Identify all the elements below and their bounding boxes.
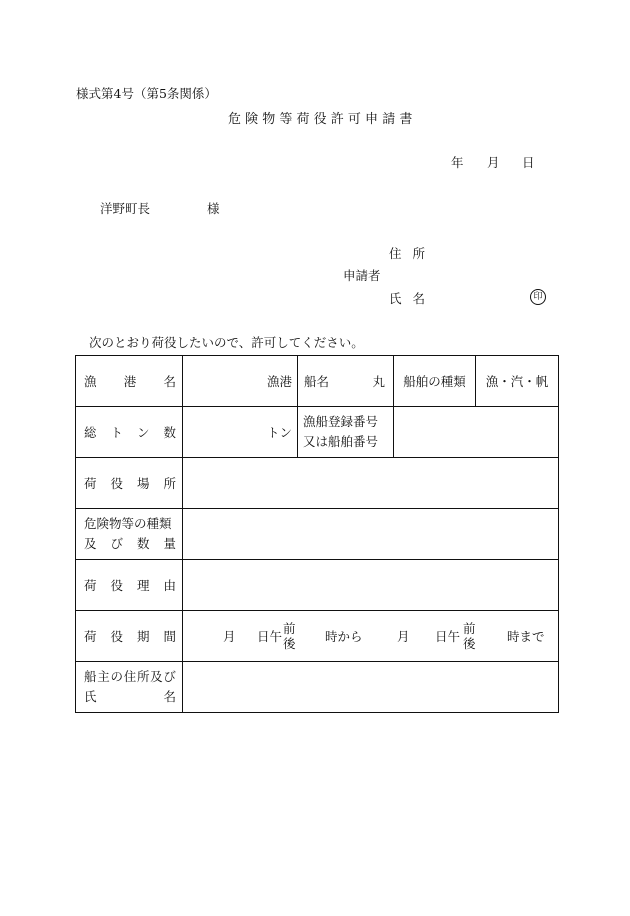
- date-year-label: 年: [451, 155, 464, 170]
- date-day-label: 日: [522, 155, 535, 170]
- registration-field[interactable]: [394, 407, 559, 458]
- date-month-label: 月: [487, 155, 500, 170]
- period-end-day: 日午: [435, 629, 461, 644]
- period-start-ampm: 前 後: [283, 621, 296, 651]
- ship-type-options[interactable]: 漁・汽・帆: [476, 356, 559, 407]
- tonnage-label: 総 ト ン 数: [76, 407, 183, 458]
- period-label: 荷 役 期 間: [76, 611, 183, 662]
- period-end-hour: 時まで: [507, 629, 545, 644]
- row-tonnage: [76, 407, 559, 458]
- row-place: [76, 458, 559, 509]
- period-end-month: 月: [397, 629, 410, 644]
- row-goods: [76, 509, 559, 560]
- reason-field[interactable]: [183, 560, 559, 611]
- goods-label: 危険物等の種類 及 び 数 量: [76, 509, 183, 560]
- reason-label: 荷 役 理 由: [76, 560, 183, 611]
- row-period: [76, 611, 559, 662]
- document-title: 危 険 物 等 荷 役 許 可 申 請 書: [228, 112, 413, 127]
- owner-field[interactable]: [183, 662, 559, 713]
- period-field[interactable]: [183, 611, 559, 662]
- name-label: 氏 名: [389, 291, 425, 306]
- seal-mark: 印: [530, 289, 546, 305]
- place-label: 荷 役 場 所: [76, 458, 183, 509]
- goods-field[interactable]: [183, 509, 559, 560]
- form-number: 様式第4号（第5条関係）: [76, 86, 217, 101]
- addressee-name: 洋野町長: [100, 201, 151, 216]
- application-table: [75, 355, 559, 713]
- owner-label: 船 主 の 住 所 及 び 氏 名: [76, 662, 183, 713]
- address-label: 住 所: [389, 246, 425, 261]
- row-reason: [76, 560, 559, 611]
- row-owner: [76, 662, 559, 713]
- applicant-label: 申請者: [343, 268, 381, 283]
- place-field[interactable]: [183, 458, 559, 509]
- period-start-hour: 時から: [325, 629, 363, 644]
- ship-name-field[interactable]: 船名 丸: [298, 356, 394, 407]
- addressee-honorific: 様: [207, 201, 220, 216]
- intro-text: 次のとおり荷役したいので、許可してください。: [89, 335, 364, 350]
- tonnage-field[interactable]: トン: [183, 407, 298, 458]
- fishing-port-label: 漁 港 名: [76, 356, 183, 407]
- period-start-month: 月: [223, 629, 236, 644]
- row-fishing-port: [76, 356, 559, 407]
- registration-label: 漁船登録番号 又は船舶番号: [298, 407, 394, 458]
- period-end-ampm: 前 後: [463, 621, 476, 651]
- fishing-port-field[interactable]: 漁港: [183, 356, 298, 407]
- period-start-day: 日午: [257, 629, 283, 644]
- ship-type-label: 船舶の種類: [394, 356, 476, 407]
